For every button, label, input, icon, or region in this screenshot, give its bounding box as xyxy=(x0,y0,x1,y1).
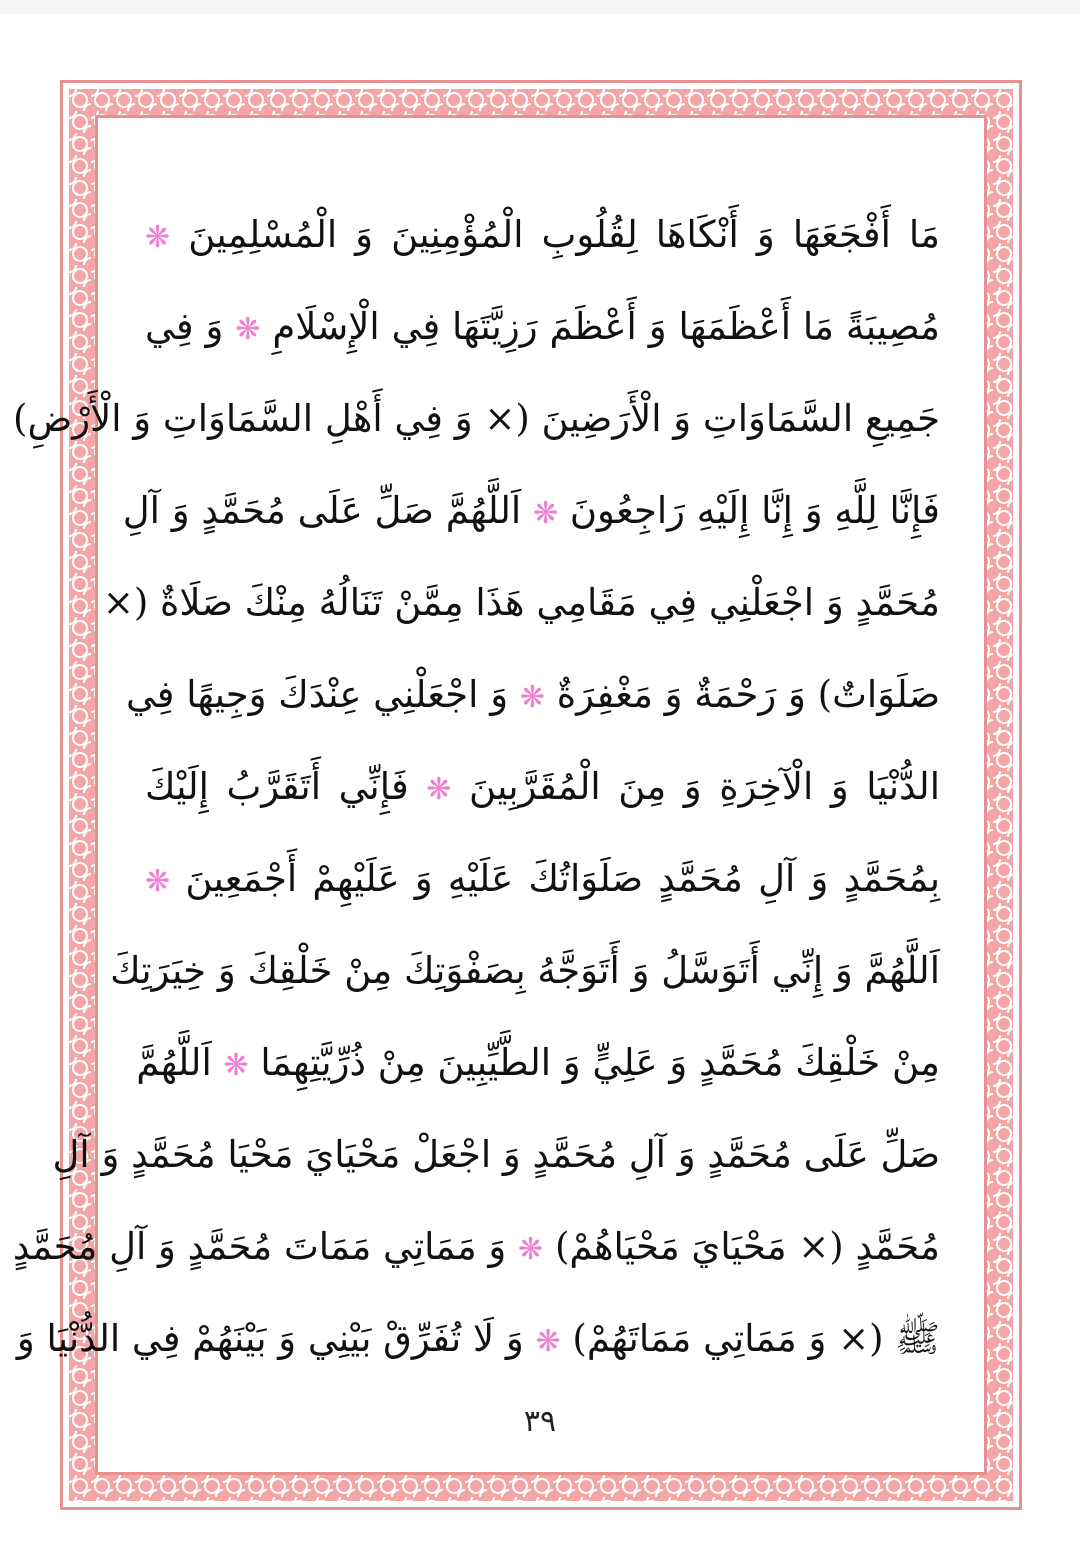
arabic-text-block xyxy=(1,189,940,1389)
separator-star-icon: ❋ xyxy=(532,496,559,531)
text-line: الدُّنْيَا وَ الْآخِرَةِ وَ مِنَ الْمُقَرَّبِينَ ❋ فَإِنِّي أَتَقَرَّبُ إِلَيْكَ xyxy=(145,765,940,808)
separator-star-icon: ❋ xyxy=(235,312,261,347)
text-line: مَا أَفْجَعَهَا وَ أَنْكَاهَا لِقُلُوبِ الْمُؤْمِنِينَ وَ الْمُسْلِمِينَ ❋ xyxy=(145,213,940,256)
text-line: مُصِيبَةً مَا أَعْظَمَهَا وَ أَعْظَمَ رَزِيَّتَهَا فِي الْإِسْلَامِ ❋ وَ فِي xyxy=(145,305,940,348)
text-line: مُحَمَّدٍ وَ اجْعَلْنِي فِي مَقَامِي هَذَا مِمَّنْ تَنَالُهُ مِنْكَ صَلَاةٌ (× xyxy=(102,581,940,624)
text-line: صَلَوَاتٌ) وَ رَحْمَةٌ وَ مَغْفِرَةٌ ❋ وَ اجْعَلْنِي عِنْدَكَ وَجِيهًا فِي xyxy=(125,673,940,716)
text-line: ﷺ (× وَ مَمَاتِي مَمَاتَهُمْ) ❋ وَ لَا تُفَرِّقْ بَيْنِي وَ بَيْنَهُمْ فِي الدُّنْيَا وَ xyxy=(16,1317,940,1360)
separator-star-icon: ❋ xyxy=(518,1232,544,1267)
page xyxy=(0,14,1080,1551)
separator-star-icon: ❋ xyxy=(426,772,452,807)
separator-star-icon: ❋ xyxy=(145,220,171,255)
text-line: جَمِيعِ السَّمَاوَاتِ وَ الْأَرَضِينَ (× وَ فِي أَهْلِ السَّمَاوَاتِ وَ الْأَرْضِ) xyxy=(145,373,940,465)
page-number: ٣٩ xyxy=(523,1404,557,1439)
text-line: صَلِّ عَلَى مُحَمَّدٍ وَ آلِ مُحَمَّدٍ وَ اجْعَلْ مَحْيَايَ مَحْيَا مُحَمَّدٍ وَ آلِ xyxy=(52,1133,940,1176)
text-line: بِمُحَمَّدٍ وَ آلِ مُحَمَّدٍ صَلَوَاتُكَ عَلَيْهِ وَ عَلَيْهِمْ أَجْمَعِينَ ❋ xyxy=(145,857,940,900)
text-line: اَللَّهُمَّ وَ إِنِّي أَتَوَسَّلُ وَ أَتَوَجَّهُ بِصَفْوَتِكَ مِنْ خَلْقِكَ وَ خِيَرَتِكَ xyxy=(110,949,940,992)
separator-star-icon: ❋ xyxy=(535,1324,561,1359)
separator-star-icon: ❋ xyxy=(223,1048,249,1083)
text-line: مُحَمَّدٍ (× مَحْيَايَ مَحْيَاهُمْ) ❋ وَ مَمَاتِي مَمَاتَ مُحَمَّدٍ وَ آلِ مُحَمَّدٍ xyxy=(12,1225,940,1268)
separator-star-icon: ❋ xyxy=(519,680,545,715)
separator-star-icon xyxy=(0,404,1,439)
text-line: مِنْ خَلْقِكَ مُحَمَّدٍ وَ عَلِيٍّ وَ الطَّيِّبِينَ مِنْ ذُرِّيَّتِهِمَا ❋ اَللَّهُمَّ xyxy=(136,1041,940,1084)
text-line: فَإِنَّا لِلَّهِ وَ إِنَّا إِلَيْهِ رَاجِعُونَ ❋ اَللَّهُمَّ صَلِّ عَلَى مُحَمَّدٍ وَ آلِ xyxy=(122,489,940,532)
separator-star-icon: ❋ xyxy=(145,864,171,899)
